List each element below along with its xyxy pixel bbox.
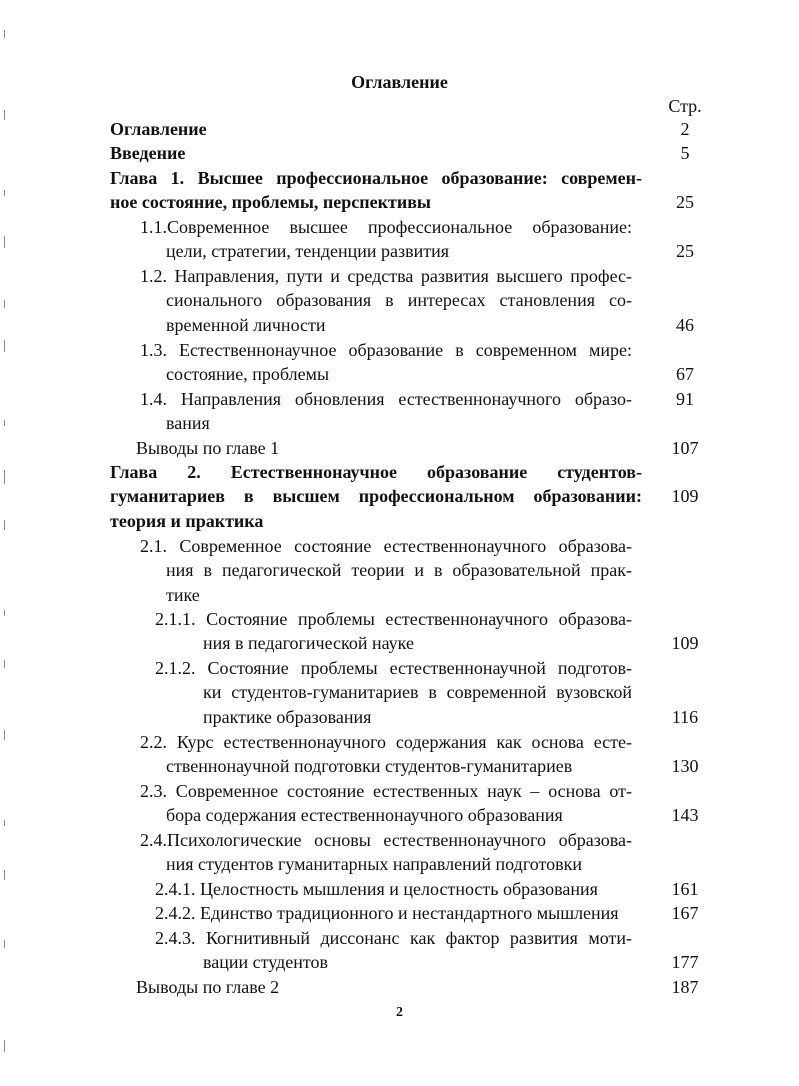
toc-entry-contents bbox=[110, 117, 690, 141]
toc-page-number: 177 bbox=[671, 952, 699, 973]
toc-page-number: 116 bbox=[671, 706, 699, 727]
toc-entry-line: Введение bbox=[110, 143, 186, 163]
toc-entry-line: 1.1.Современное высшее профессиональное образование: bbox=[140, 217, 632, 237]
toc-entry-2-4-2 bbox=[155, 901, 699, 925]
toc-entry-line: ки студентов-гуманитариев в современной вузовской bbox=[203, 682, 632, 703]
toc-entry-2-4-3 bbox=[155, 926, 699, 975]
toc-entry-line: 1.2. Направления, пути и средства развития высшего профес- bbox=[140, 266, 632, 286]
toc-entry-line: Глава 1. Высшее профессиональное образование: современ- bbox=[110, 168, 642, 188]
toc-entry-line: 2.4.1. Целостность мышления и целостность образования bbox=[155, 879, 598, 899]
toc-entry-line: Выводы по главе 1 bbox=[136, 438, 280, 458]
toc-entry-line: 2.1.1. Состояние проблемы естественнонаучного образова- bbox=[155, 609, 632, 629]
toc-page-number: 25 bbox=[676, 192, 694, 213]
toc-entry-chapter-1 bbox=[110, 166, 694, 215]
toc-entry-line: бора содержания естественнонаучного образования bbox=[166, 805, 563, 826]
document-title: Оглавление bbox=[351, 72, 448, 92]
toc-entry-line: Оглавление bbox=[110, 119, 207, 139]
toc-page-number: 67 bbox=[676, 364, 694, 385]
toc-page-number: 130 bbox=[671, 756, 699, 777]
toc-entry-line: Глава 2. Естественнонаучное образование студентов- bbox=[110, 462, 642, 482]
toc-entry-1-1 bbox=[140, 215, 694, 264]
toc-entry-2-4-1 bbox=[155, 877, 699, 901]
toc-entry-line: ное состояние, проблемы, перспективы bbox=[110, 192, 431, 213]
toc-entry-line: 1.3. Естественнонаучное образование в современном мире: bbox=[140, 340, 632, 360]
toc-entry-chapter-2 bbox=[110, 460, 699, 533]
toc-entry-line: ния в педагогической науке bbox=[203, 633, 414, 654]
toc-page-number: 161 bbox=[671, 879, 699, 899]
toc-entry-conclusions-2 bbox=[136, 975, 699, 999]
toc-entry-line: 2.4.Психологические основы естественнонаучного образова- bbox=[140, 830, 632, 850]
toc-entry-line: 2.4.2. Единство традиционного и нестандартного мышления bbox=[155, 903, 619, 923]
toc-page-number: 25 bbox=[676, 241, 694, 262]
scan-margin-specks bbox=[2, 0, 12, 1086]
toc-entry-line: практике образования bbox=[203, 706, 372, 727]
toc-entry-line: ственнонаучной подготовки студентов-гуманитариев bbox=[166, 756, 573, 777]
toc-page-number: 143 bbox=[671, 805, 699, 826]
toc-entry-line: Выводы по главе 2 bbox=[136, 977, 280, 997]
toc-entry-line: цели, стратегии, тенденции развития bbox=[166, 241, 450, 262]
toc-entry-1-3 bbox=[140, 338, 694, 387]
toc-page-number: 91 bbox=[676, 389, 694, 409]
toc-page-number: 167 bbox=[671, 903, 699, 923]
toc-page-number: 46 bbox=[676, 314, 694, 335]
toc-entry-line: вации студентов bbox=[203, 952, 329, 973]
toc-entry-line: вания bbox=[166, 413, 210, 434]
toc-entry-line: 2.4.3. Когнитивный диссонанс как фактор развития моти- bbox=[155, 928, 632, 948]
toc-entry-2-2 bbox=[140, 730, 699, 779]
toc-entry-1-4 bbox=[140, 387, 694, 436]
toc-entry-line: 2.3. Современное состояние естественных наук – основа от- bbox=[140, 781, 632, 801]
toc-page-number: 2 bbox=[680, 119, 690, 139]
toc-entry-2-3 bbox=[140, 779, 699, 828]
page-footer-number: 2 bbox=[396, 1005, 403, 1020]
toc-entry-line: тике bbox=[166, 584, 200, 605]
toc-page-number: 109 bbox=[671, 633, 699, 654]
toc-entry-line: временной личности bbox=[166, 314, 326, 335]
toc-page-number: 109 bbox=[671, 486, 699, 507]
toc-entry-line: ния в педагогической теории и в образовательной прак- bbox=[166, 560, 632, 581]
toc-entry-2-4 bbox=[140, 828, 632, 877]
toc-entry-line: 2.1.2. Состояние проблемы естественнонаучной подготов- bbox=[155, 658, 632, 678]
toc-page-number: 107 bbox=[671, 438, 699, 458]
toc-entry-2-1-2 bbox=[155, 656, 699, 729]
toc-entry-conclusions-1 bbox=[136, 436, 699, 460]
toc-entry-1-2 bbox=[140, 264, 694, 337]
page-column-label: Стр. bbox=[668, 96, 702, 116]
toc-entry-line: ния студентов гуманитарных направлений подготовки bbox=[166, 854, 583, 875]
toc-entry-line: состояние, проблемы bbox=[166, 364, 330, 385]
toc-page-number: 5 bbox=[680, 143, 690, 163]
toc-entry-2-1-1 bbox=[155, 607, 699, 656]
toc-entry-line: теория и практика bbox=[110, 510, 264, 531]
toc-page-number: 187 bbox=[671, 977, 699, 997]
toc-entry-introduction bbox=[110, 141, 690, 165]
toc-entry-line: гуманитариев в высшем профессиональном образовании: bbox=[110, 486, 642, 507]
toc-entry-2-1 bbox=[140, 534, 632, 607]
toc-entry-line: 2.2. Курс естественнонаучного содержания как основа есте- bbox=[140, 732, 632, 752]
toc-entry-line: 1.4. Направления обновления естественнонаучного образо- bbox=[140, 389, 632, 409]
toc-entry-line: сионального образования в интересах становления со- bbox=[166, 290, 632, 311]
toc-entry-line: 2.1. Современное состояние естественнонаучного образова- bbox=[140, 536, 632, 556]
